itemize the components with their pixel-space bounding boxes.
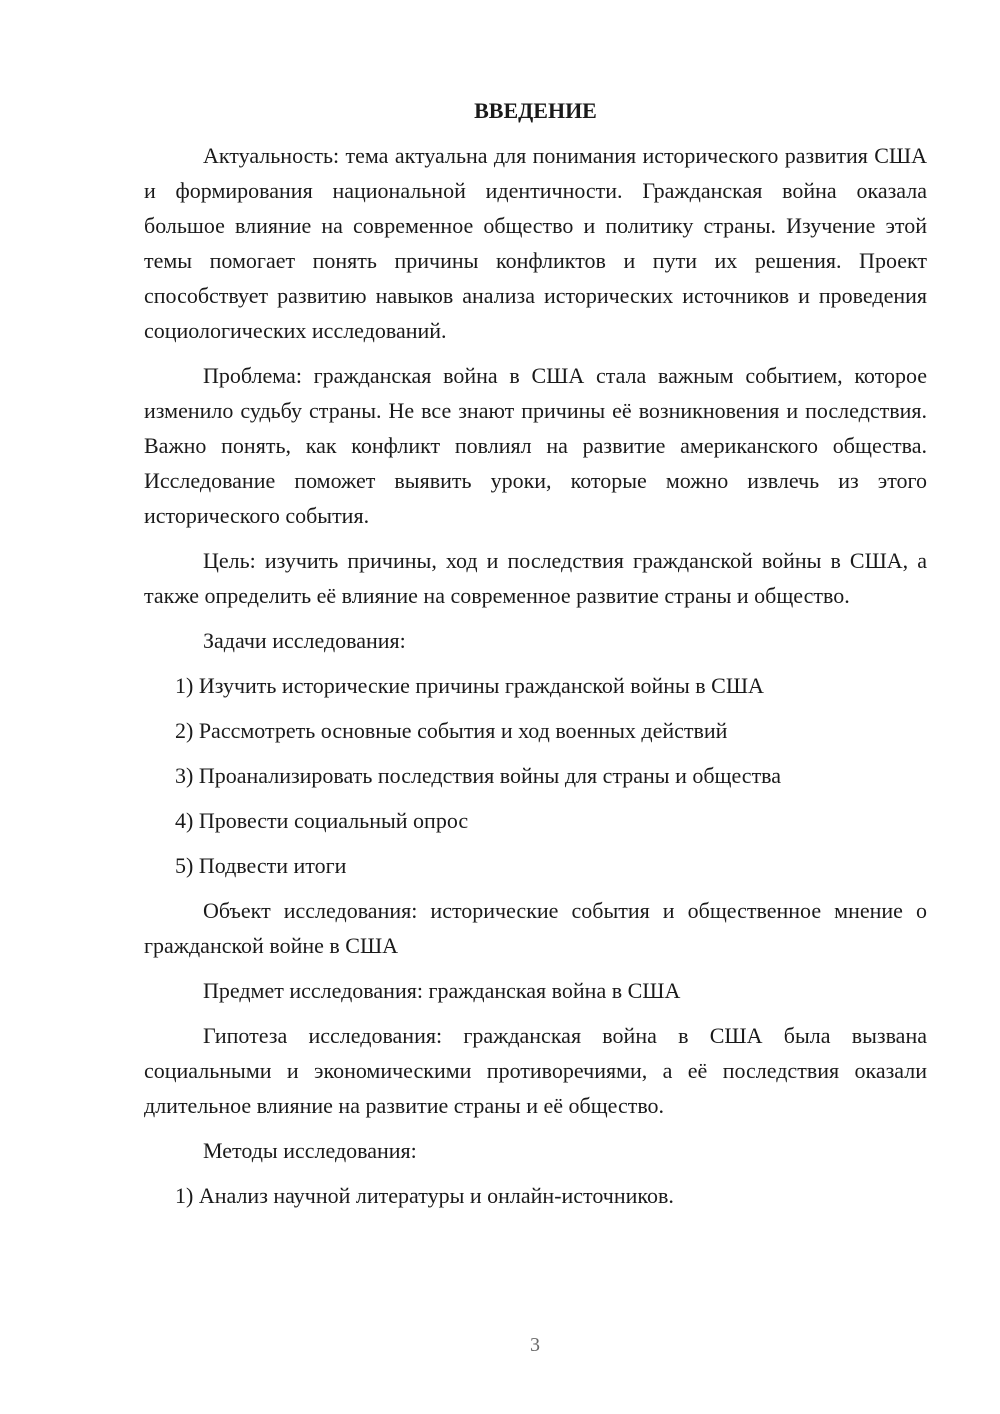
methods-list — [144, 1178, 927, 1213]
relevance-paragraph: Актуальность: тема актуальна для понимания исторического развития США и формирования национальной идентичности. Гражданская война оказала большое влияние на современное общество и политику страны. Изучение этой темы помогает понять причины конфликтов и пути их решения. Проект способствует развитию навыков анализа исторических источников и проведения социологических исследований. — [144, 143, 927, 343]
page-number: 3 — [530, 1334, 540, 1356]
page-content — [144, 96, 927, 1223]
hypothesis-paragraph: Гипотеза исследования: гражданская война в США была вызвана социальными и экономическими противоречиями, а её последствия оказали длительное влияние на развитие страны и её общество. — [144, 1023, 927, 1118]
subject-paragraph: Предмет исследования: гражданская война в США — [203, 978, 681, 1003]
problem-paragraph: Проблема: гражданская война в США стала важным событием, которое изменило судьбу страны. Не все знают причины её возникновения и последствия. Важно понять, как конфликт повлиял на развитие американского общества. Исследование поможет выявить уроки, которые можно извлечь из этого исторического события. — [144, 363, 927, 528]
list-item: 4) Провести социальный опрос — [175, 808, 469, 833]
list-item: 5) Подвести итоги — [175, 853, 347, 878]
methods-heading: Методы исследования: — [203, 1138, 417, 1163]
section-title: ВВЕДЕНИЕ — [474, 98, 597, 123]
list-item: 1) Изучить исторические причины гражданской войны в США — [175, 673, 764, 698]
list-item: 1) Анализ научной литературы и онлайн-источников. — [175, 1183, 674, 1208]
tasks-heading: Задачи исследования: — [203, 628, 406, 653]
list-item: 2) Рассмотреть основные события и ход военных действий — [175, 718, 728, 743]
list-item: 3) Проанализировать последствия войны для страны и общества — [175, 763, 782, 788]
tasks-list — [144, 668, 927, 883]
goal-paragraph: Цель: изучить причины, ход и последствия гражданской войны в США, а также определить её влияние на современное развитие страны и общество. — [144, 548, 927, 608]
object-paragraph: Объект исследования: исторические события и общественное мнение о гражданской войне в США — [144, 898, 927, 958]
